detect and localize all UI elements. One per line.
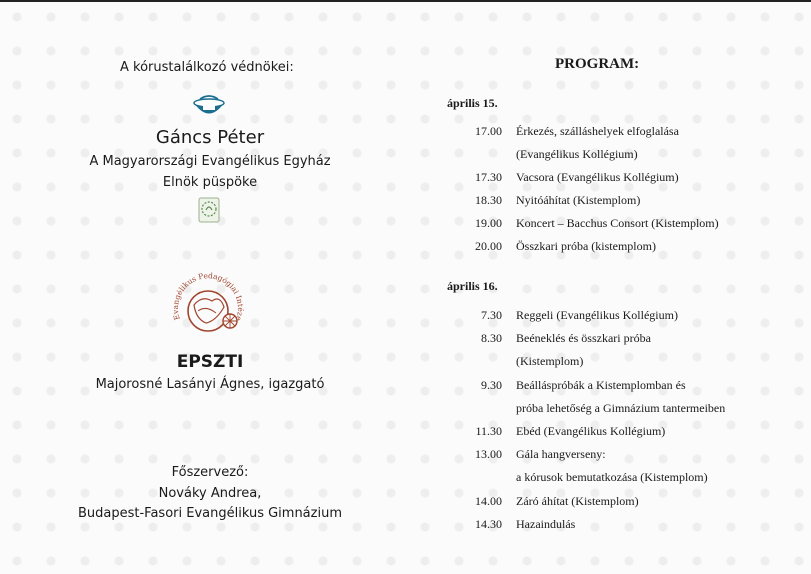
schedule-description: a kórusok bemutatkozása (Kistemplom) <box>516 470 708 484</box>
schedule-description: (Kistemplom) <box>516 354 584 368</box>
top-border <box>0 0 811 2</box>
organizer-school: Budapest-Fasori Evangélikus Gimnázium <box>77 506 342 521</box>
schedule-description: Beéneklés és összkari próba <box>516 331 651 345</box>
schedule-description: Ebéd (Evangélikus Kollégium) <box>516 424 666 438</box>
schedule-time: 17.30 <box>475 170 502 184</box>
schedule-description: Vacsora (Evangélikus Kollégium) <box>516 170 679 184</box>
patrons-heading: A kórustalálkozó védnökei: <box>120 60 294 75</box>
program-title: PROGRAM: <box>555 56 640 72</box>
schedule-time: 7.30 <box>481 308 502 322</box>
schedule-time: 11.30 <box>475 424 502 438</box>
schedule-time: 19.00 <box>475 216 502 230</box>
schedule-description: Koncert – Bacchus Consort (Kistemplom) <box>516 216 719 230</box>
schedule-description: Záró áhítat (Kistemplom) <box>516 494 639 508</box>
patron-role-line-2: Elnök püspöke <box>162 175 258 190</box>
patron-role-line-1: A Magyarországi Evangélikus Egyház <box>89 154 331 169</box>
schedule-time: 13.00 <box>475 447 502 461</box>
schedule-description: Beálláspróbák a Kistemplomban és <box>516 378 686 392</box>
schedule-description: Összkari próba (kistemplom) <box>516 239 656 253</box>
schedule-time: 14.00 <box>475 494 502 508</box>
day-1-date: április 15. <box>447 96 498 110</box>
schedule-time: 20.00 <box>475 239 502 253</box>
patron-name: Gáncs Péter <box>155 127 265 148</box>
schedule-time: 14.30 <box>475 517 502 531</box>
schedule-description: próba lehetőség a Gimnázium tantermeiben <box>516 401 726 415</box>
schedule-description: Érkezés, szálláshelyek elfoglalása <box>516 124 679 138</box>
schedule-description: Gála hangverseny: <box>516 447 606 461</box>
institute-name: EPSZTI <box>176 352 244 372</box>
schedule-time: 8.30 <box>481 331 502 345</box>
schedule-description: Reggeli (Evangélikus Kollégium) <box>516 308 678 322</box>
schedule-time: 17.00 <box>475 124 502 138</box>
bowl-icon <box>191 94 227 122</box>
day-2-date: április 16. <box>447 279 498 293</box>
badge-icon <box>196 196 222 224</box>
seal-icon <box>166 265 250 349</box>
institute-director: Majorosné Lasányi Ágnes, igazgató <box>95 377 325 392</box>
schedule-description: Hazaindulás <box>516 517 576 531</box>
seal-text: Evangélikus Pedagógiai Intéze <box>170 271 246 323</box>
organizer-name: Nováky Andrea, <box>158 486 262 501</box>
schedule-description: (Evangélikus Kollégium) <box>516 147 638 161</box>
svg-text:Evangélikus Pedagógiai Intézet <box>166 265 245 323</box>
organizer-label: Főszervező: <box>171 465 249 480</box>
schedule-time: 18.30 <box>475 193 502 207</box>
schedule-time: 9.30 <box>481 378 502 392</box>
schedule-description: Nyitóáhítat (Kistemplom) <box>516 193 641 207</box>
